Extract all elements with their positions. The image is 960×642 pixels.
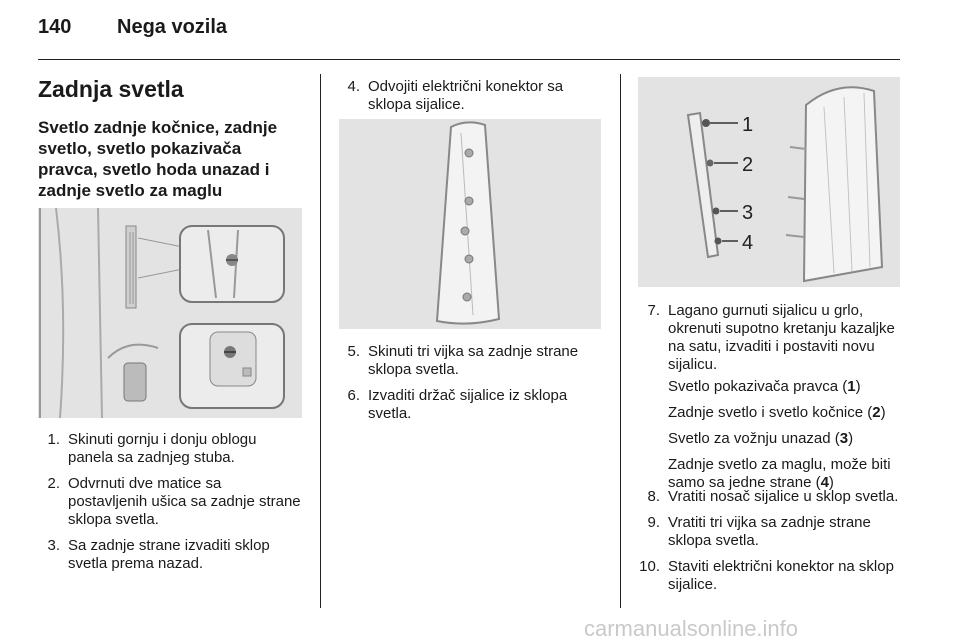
figure-pillar-trim: [38, 208, 302, 418]
column-divider-2: [620, 74, 621, 608]
legend-item: Svetlo pokazivača pravca (1): [668, 378, 861, 395]
list-item: [638, 302, 902, 374]
list-item: [638, 514, 902, 550]
step-number: 6.: [347, 387, 360, 404]
steps-list-right: [638, 488, 902, 602]
header-rule: [38, 59, 900, 60]
step-number: 8.: [647, 488, 660, 505]
list-item: [338, 343, 604, 379]
step-number: 1.: [47, 431, 60, 448]
step-number: 9.: [647, 514, 660, 531]
step-number: 2.: [47, 475, 60, 492]
list-item: [638, 488, 902, 506]
bulb-legend: [668, 378, 902, 492]
legend-item: Zadnje svetlo i svetlo kočnice (2): [668, 404, 886, 421]
step-text: Sa zadnje strane izvaditi sklop svetla prema nazad.: [68, 537, 270, 572]
chapter-title: Nega vozila: [117, 16, 228, 38]
step-text: Skinuti gornju i donju oblogu panela sa zadnjeg stuba.: [68, 431, 257, 466]
page-number: 140: [38, 16, 72, 38]
step-text: Skinuti tri vijka sa zadnje strane sklopa svetla.: [368, 343, 579, 378]
steps-list-right-7: [638, 302, 902, 382]
step-text: Vratiti tri vijka sa zadnje strane sklopa svetla.: [668, 514, 871, 549]
callout-3: 3: [742, 202, 754, 224]
legend-item: Zadnje svetlo za maglu, može biti samo sa jedne strane (4): [668, 456, 891, 491]
callout-2: 2: [742, 154, 754, 176]
step-text: Odvojiti električni konektor sa sklopa sijalice.: [368, 78, 564, 113]
callout-4: 4: [742, 232, 754, 254]
steps-list-left: [38, 431, 302, 581]
step-text: Lagano gurnuti sijalicu u grlo, okrenuti supotno kretanju kazaljke na satu, izvaditi i postaviti novu sijalicu.: [668, 302, 895, 373]
list-item: [338, 387, 604, 423]
step-text: Izvaditi držač sijalice iz sklopa svetla.: [368, 387, 568, 422]
section-subtitle: Svetlo zadnje kočnice, zadnje svetlo, svetlo pokazivača pravca, svetlo hoda unazad i zadnje svetlo za maglu: [38, 118, 278, 200]
bulb-1: [702, 119, 710, 127]
pillar-illustration: [38, 208, 302, 418]
list-item: [638, 558, 902, 594]
step-number: 3.: [47, 537, 60, 554]
list-item: [38, 537, 302, 573]
bulb-holder-illustration: [638, 77, 900, 287]
watermark: carmanualsonline.info: [584, 616, 799, 641]
step-number: 10.: [639, 558, 660, 575]
list-item: [38, 475, 302, 529]
list-item: [338, 78, 604, 114]
steps-list-middle-top: [338, 78, 604, 122]
step-number: 4.: [347, 78, 360, 95]
legend-item: Svetlo za vožnju unazad (3): [668, 430, 854, 447]
step-number: 7.: [647, 302, 660, 319]
steps-list-middle: [338, 343, 604, 431]
bulb-3: [713, 208, 720, 215]
step-number: 5.: [347, 343, 360, 360]
step-text: Odvrnuti dve matice sa postavljenih ušica sa zadnje strane sklopa svetla.: [68, 475, 301, 528]
figure-lamp-housing: [339, 119, 601, 329]
bulb-2: [707, 160, 714, 167]
section-title: Zadnja svetla: [38, 76, 184, 102]
column-divider-1: [320, 74, 321, 608]
list-item: [38, 431, 302, 467]
step-text: Vratiti nosač sijalice u sklop svetla.: [668, 488, 899, 505]
bulb-4: [715, 238, 722, 245]
figure-bulb-holder: [638, 77, 900, 287]
callout-1: 1: [742, 114, 754, 136]
step-text: Staviti električni konektor na sklop sijalice.: [668, 558, 894, 593]
lamp-housing-illustration: [339, 119, 601, 329]
